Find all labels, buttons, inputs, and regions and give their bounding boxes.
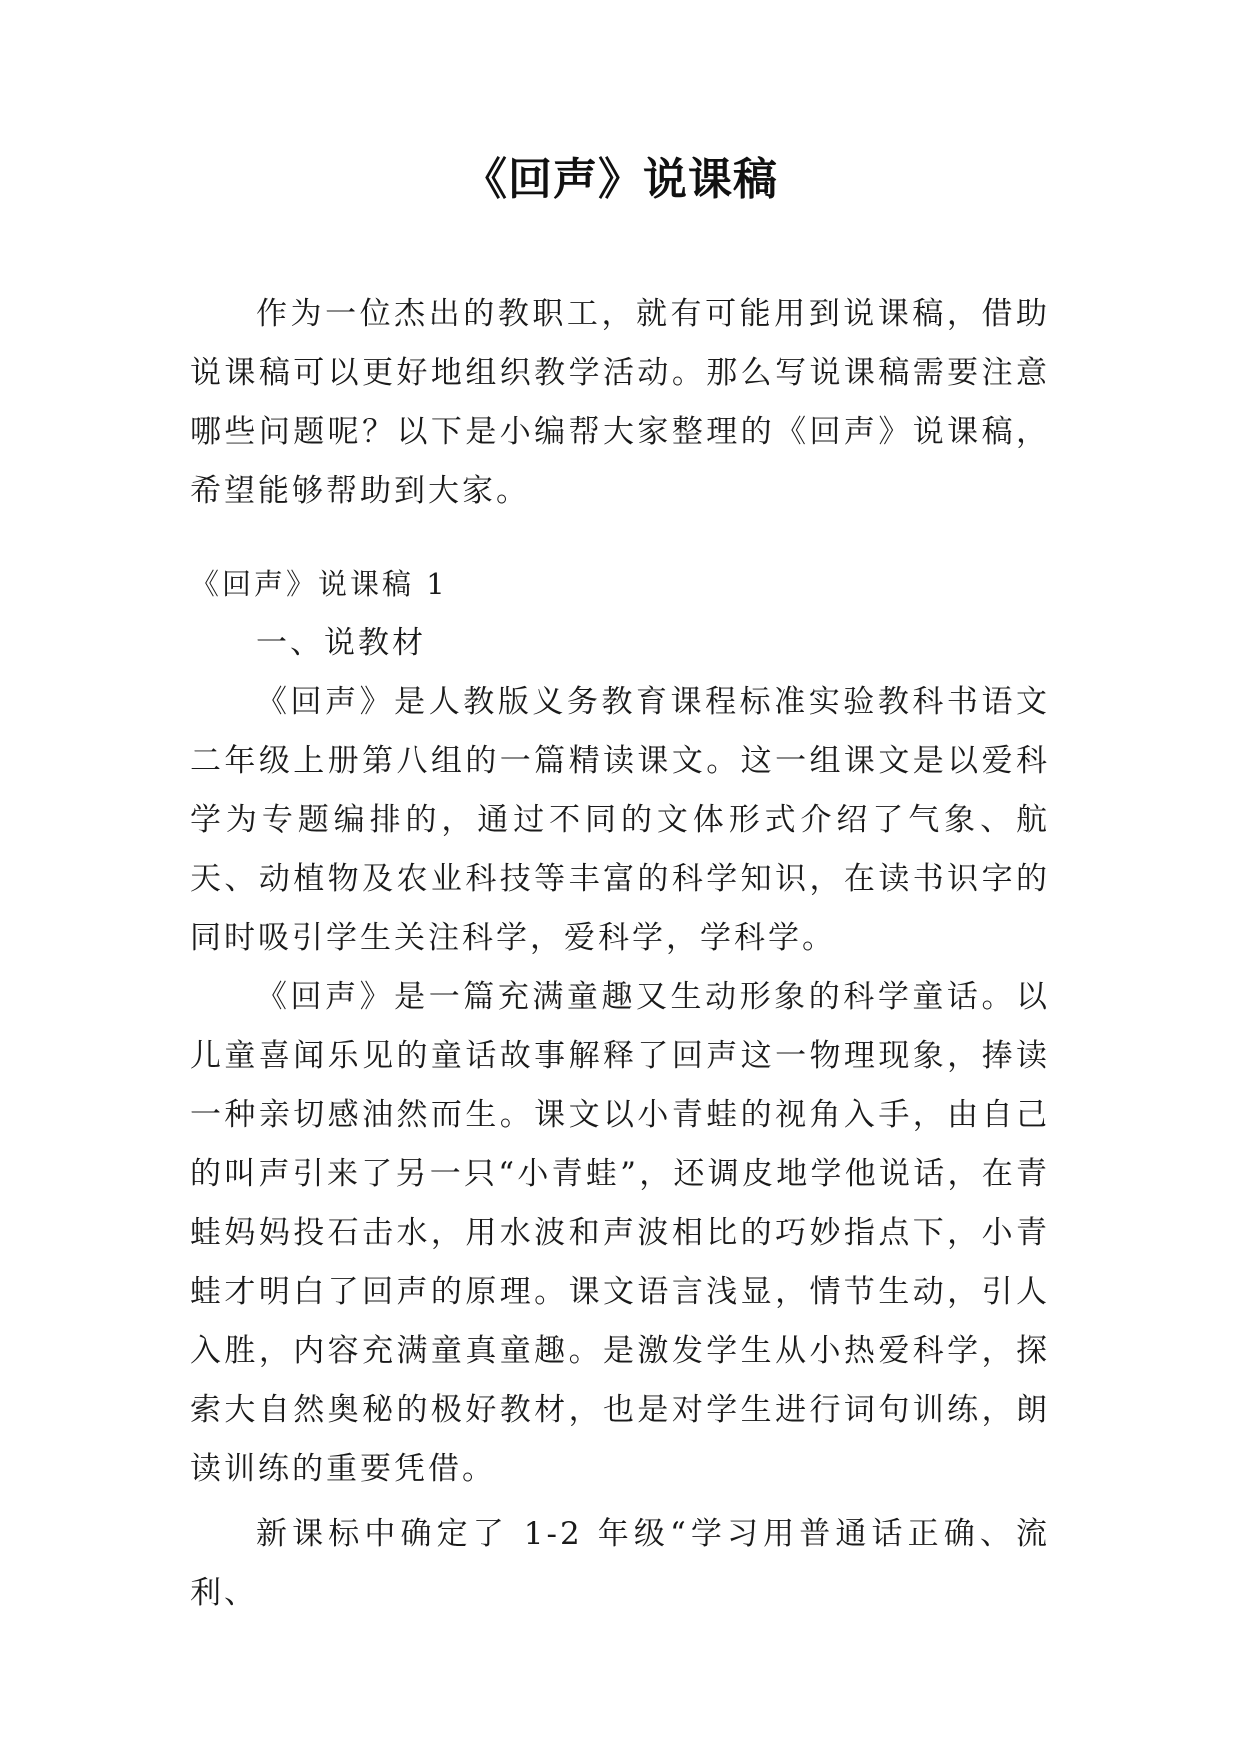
document-body (190, 285, 1050, 1623)
sub-heading: 一、说教材 (256, 625, 426, 661)
body-paragraph: 《回声》是人教版义务教育课程标准实验教科书语文二年级上册第八组的一篇精读课文。这一组课文是以爱科学为专题编排的，通过不同的文体形式介绍了气象、航天、动植物及农业科技等丰富的科学知识，在读书识字的同时吸引学生关注科学，爱科学，学科学。 (190, 684, 1050, 956)
body-paragraph: 《回声》是一篇充满童趣又生动形象的科学童话。以儿童喜闻乐见的童话故事解释了回声这一物理现象，捧读一种亲切感油然而生。课文以小青蛙的视角入手，由自己的叫声引来了另一只“小青蛙”，还调皮地学他说话，在青蛙妈妈投石击水，用水波和声波相比的巧妙指点下，小青蛙才明白了回声的原理。课文语言浅显，情节生动，引人入胜，内容充满童真童趣。是激发学生从小热爱科学，探索大自然奥秘的极好教材，也是对学生进行词句训练，朗读训练的重要凭借。 (190, 979, 1050, 1487)
document-title: 《回声》说课稿 (463, 154, 778, 205)
intro-paragraph: 作为一位杰出的教职工，就有可能用到说课稿，借助说课稿可以更好地组织教学活动。那么写说课稿需要注意哪些问题呢？以下是小编帮大家整理的《回声》说课稿，希望能够帮助到大家。 (190, 296, 1050, 509)
body-paragraph: 新课标中确定了 1-2 年级“学习用普通话正确、流利、 (190, 1516, 1050, 1611)
section-title: 《回声》说课稿 1 (190, 567, 448, 601)
